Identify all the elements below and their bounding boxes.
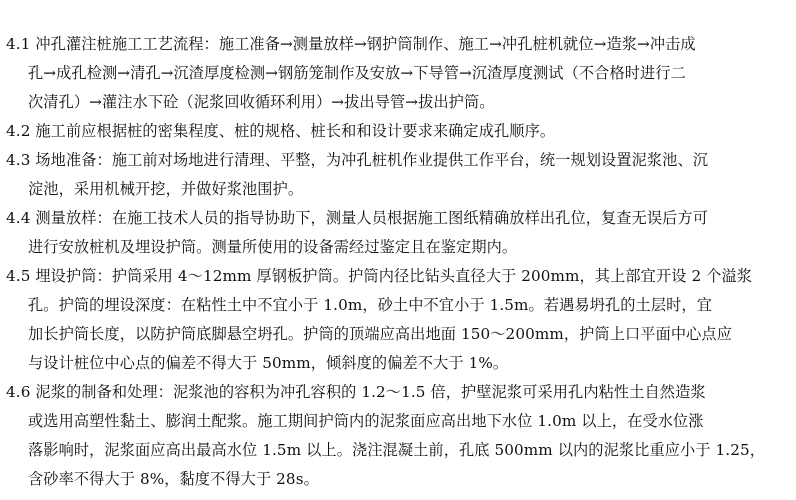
text-line: 4.6 泥浆的制备和处理：泥浆池的容积为冲孔容积的 1.2～1.5 倍，护壁泥浆可采用孔内粘性土自然造浆 — [6, 383, 706, 401]
text-line: 4.1 冲孔灌注桩施工工艺流程：施工准备→测量放样→钢护筒制作、施工→冲孔桩机就位→造浆→冲击成 — [6, 35, 696, 53]
text-line: 4.2 施工前应根据桩的密集程度、桩的规格、桩长和和设计要求来确定成孔顺序。 — [6, 122, 556, 140]
text-line: 落影响时，泥浆面应高出最高水位 1.5m 以上。浇注混凝土前，孔底 500mm 以内的泥浆比重应小于 1.25， — [28, 441, 766, 459]
text-line: 与设计桩位中心点的偏差不得大于 50mm，倾斜度的偏差不大于 1%。 — [28, 354, 509, 372]
section-4-2 — [6, 117, 790, 146]
text-line: 加长护筒长度，以防护筒底脚悬空坍孔。护筒的顶端应高出地面 150～200mm，护筒上口平面中心点应 — [28, 325, 733, 343]
text-line: 4.4 测量放样：在施工技术人员的指导协助下，测量人员根据施工图纸精确放样出孔位，复查无误后方可 — [6, 209, 709, 227]
text-line: 孔。护筒的埋设深度：在粘性土中不宜小于 1.0m，砂土中不宜小于 1.5m。若遇易坍孔的土层时，宜 — [28, 296, 712, 314]
text-line: 4.5 埋设护筒：护筒采用 4～12mm 厚钢板护筒。护筒内径比钻头直径大于 200mm，其上部宜开设 2 个溢浆 — [6, 267, 753, 285]
text-line: 或选用高塑性黏土、膨润土配浆。施工期间护筒内的泥浆面应高出地下水位 1.0m 以上，在受水位涨 — [28, 412, 704, 430]
section-4-3 — [6, 146, 790, 204]
section-4-4 — [6, 204, 790, 262]
text-line: 次清孔）→灌注水下砼（泥浆回收循环利用）→拔出导管→拔出护筒。 — [28, 93, 495, 111]
section-4-1 — [6, 30, 790, 117]
section-4-5 — [6, 262, 790, 378]
text-line: 孔→成孔检测→清孔→沉渣厚度检测→钢筋笼制作及安放→下导管→沉渣厚度测试（不合格时进行二 — [28, 64, 686, 82]
text-line: 4.3 场地准备：施工前对场地进行清理、平整，为冲孔桩机作业提供工作平台，统一规划设置泥浆池、沉 — [6, 151, 709, 169]
text-line: 淀池，采用机械开挖，并做好浆池围护。 — [28, 180, 304, 198]
text-line: 含砂率不得大于 8%，黏度不得大于 28s。 — [28, 470, 319, 488]
text-line: 进行安放桩机及埋设护筒。测量所使用的设备需经过鉴定且在鉴定期内。 — [28, 238, 518, 256]
section-4-6 — [6, 378, 790, 494]
